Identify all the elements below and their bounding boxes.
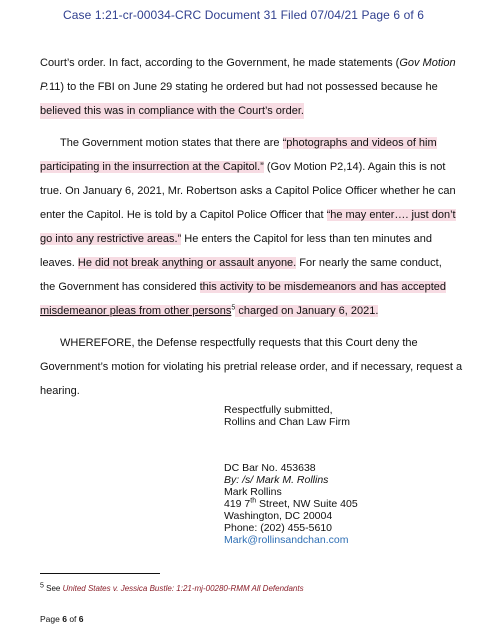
signature-phone: Phone: (202) 455-5610 [224, 522, 332, 534]
page-number [40, 614, 84, 624]
highlighted-quote: “photographs and videos of him [282, 137, 437, 149]
text-run: leaves. [40, 257, 78, 269]
signature-name: Mark Rollins [224, 486, 282, 498]
highlighted-text: misdemeanor pleas from other persons [40, 305, 232, 317]
highlighted-text: this activity to be misdemeanors and has accepted [199, 281, 447, 293]
paragraph-2-line-7 [40, 279, 446, 295]
highlighted-text: He did not break anything or assault anyone. [77, 257, 297, 269]
paragraph-2-line-2 [40, 159, 445, 175]
paragraph-3-line-3: hearing. [40, 385, 80, 397]
paragraph-2-line-8 [40, 303, 378, 319]
text-run: of [66, 614, 79, 624]
paragraph-2-line-5 [40, 231, 432, 247]
closing-line-2: Rollins and Chan Law Firm [224, 416, 351, 428]
signature-bar-number: DC Bar No. 453638 [224, 462, 316, 474]
text-run: 419 7 [224, 498, 251, 510]
text-run: the Government has considered [40, 281, 200, 293]
highlighted-text: charged on January 6, 2021. [235, 305, 379, 317]
text-run: 11) to the FBI on June 29 stating he ordered but had not possessed because he [48, 81, 438, 93]
text-run: He enters the Capitol for less than ten minutes and [181, 233, 432, 245]
signature-address-1 [224, 498, 358, 510]
paragraph-2-line-1 [60, 135, 437, 151]
text-run: See [43, 584, 63, 593]
highlighted-quote: go into any restrictive areas.” [40, 233, 182, 245]
citation-text: Gov Motion [399, 57, 456, 69]
paragraph-2-line-3: true. On January 6, 2021, Mr. Robertson asks a Capitol Police Officer whether he can [40, 185, 456, 197]
paragraph-3-line-1: WHEREFORE, the Defense respectfully requests that this Court deny the [60, 337, 418, 349]
text-run: enter the Capitol. He is told by a Capitol Police Officer that [40, 209, 327, 221]
paragraph-2-line-4 [40, 207, 456, 223]
paragraph-3-line-2: Government’s motion for violating his pretrial release order, and if necessary, request a [40, 361, 463, 373]
text-run: Street, NW Suite 405 [256, 498, 358, 510]
citation-text: P. [40, 81, 49, 93]
highlighted-quote: “he may enter…. just don’t [326, 209, 456, 221]
paragraph-1-line-1 [40, 55, 456, 71]
signature-by: By: /s/ Mark M. Rollins [224, 474, 329, 486]
footnote [40, 584, 304, 593]
text-run: For nearly the same conduct, [296, 257, 442, 269]
case-header: Case 1:21-cr-00034-CRC Document 31 Filed 07/04/21 Page 6 of 6 [63, 8, 424, 22]
ordinal-suffix: th [250, 497, 257, 505]
current-page: 6 [62, 614, 67, 624]
paragraph-1-line-3: believed this was in compliance with the Court’s order. [40, 105, 304, 117]
footnote-divider [40, 573, 160, 574]
text-run: (Gov Motion P2,14). Again this is not [263, 161, 446, 173]
text-run: Page [40, 614, 63, 624]
footnote-reference[interactable]: 5 [231, 304, 236, 312]
signature-address-2: Washington, DC 20004 [224, 510, 333, 522]
paragraph-1-line-2 [40, 79, 438, 95]
text-run: Court’s order. In fact, according to the Government, he made statements ( [40, 57, 400, 69]
highlighted-quote: participating in the insurrection at the Capitol.” [40, 161, 264, 173]
footnote-number: 5 [40, 582, 44, 590]
total-pages: 6 [78, 614, 84, 624]
signature-email-link[interactable]: Mark@rollinsandchan.com [224, 534, 349, 546]
footnote-case-citation: United States v. Jessica Bustle: 1:21-mj-00280-RMM All Defendants [62, 584, 304, 593]
closing-line-1: Respectfully submitted, [224, 404, 333, 416]
paragraph-2-line-6 [40, 255, 442, 271]
text-run: The Government motion states that there are [60, 137, 283, 149]
